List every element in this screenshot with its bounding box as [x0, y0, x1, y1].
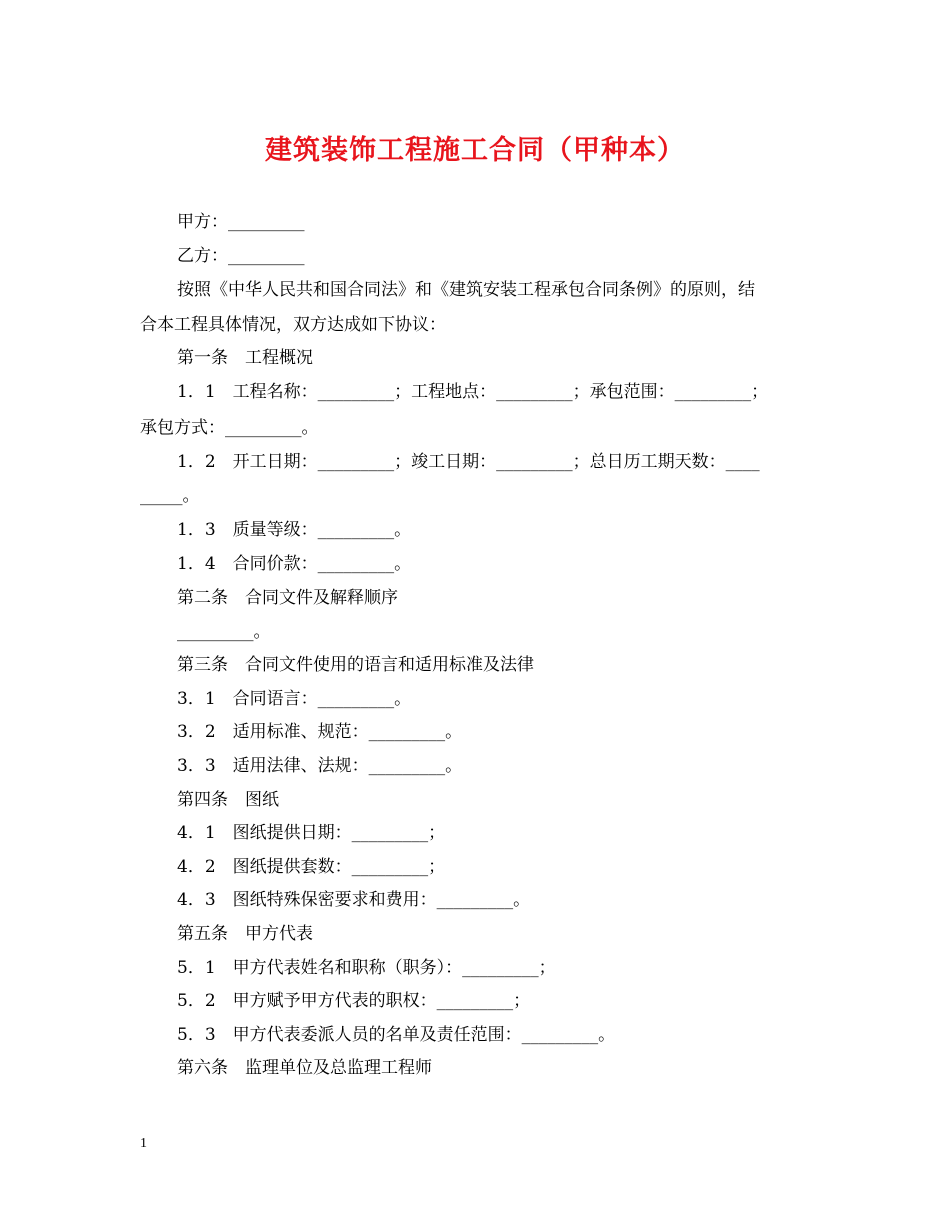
clause-5-2: 5．2 甲方赋予甲方代表的职权：_________； — [177, 991, 531, 1011]
article-4-heading: 第四条 图纸 — [177, 790, 279, 810]
article-1-heading: 第一条 工程概况 — [177, 348, 313, 368]
clause-4-3: 4．3 图纸特殊保密要求和费用：_________。 — [177, 890, 531, 910]
article-6-heading: 第六条 监理单位及总监理工程师 — [177, 1058, 432, 1078]
clause-5-1: 5．1 甲方代表姓名和职称（职务）：_________； — [177, 958, 556, 978]
page-number: 1 — [140, 1136, 147, 1151]
article-2-body: _________。 — [177, 622, 271, 642]
clause-4-2: 4．2 图纸提供套数：_________； — [177, 857, 446, 877]
clause-3-2: 3．2 适用标准、规范：_________。 — [177, 722, 463, 742]
preamble-line-1: 按照《中华人民共和国合同法》和《建筑安装工程承包合同条例》的原则，结 — [177, 280, 755, 300]
clause-3-1: 3．1 合同语言：_________。 — [177, 689, 412, 709]
clause-1-4: 1．4 合同价款：_________。 — [177, 554, 412, 574]
clause-4-1: 4．1 图纸提供日期：_________； — [177, 823, 446, 843]
document-title: 建筑装饰工程施工合同（甲种本） — [265, 135, 685, 166]
clause-1-2-line-2: _____。 — [140, 486, 200, 506]
clause-1-1-line-1: 1．1 工程名称：_________；工程地点：_________；承包范围：_________； — [177, 382, 769, 402]
article-3-heading: 第三条 合同文件使用的语言和适用标准及法律 — [177, 655, 534, 675]
clause-5-3: 5．3 甲方代表委派人员的名单及责任范围：_________。 — [177, 1025, 616, 1045]
clause-3-3: 3．3 适用法律、法规：_________。 — [177, 756, 463, 776]
preamble-line-2: 合本工程具体情况，双方达成如下协议： — [140, 315, 446, 335]
clause-1-1-line-2: 承包方式：_________。 — [140, 418, 319, 438]
clause-1-2-line-1: 1．2 开工日期：_________；竣工日期：_________；总日历工期天数：____ — [177, 452, 760, 472]
article-2-heading: 第二条 合同文件及解释顺序 — [177, 588, 398, 608]
clause-1-3: 1．3 质量等级：_________。 — [177, 520, 412, 540]
party-a-line: 甲方：_________ — [177, 212, 305, 232]
party-b-line: 乙方：_________ — [177, 246, 305, 266]
article-5-heading: 第五条 甲方代表 — [177, 924, 313, 944]
